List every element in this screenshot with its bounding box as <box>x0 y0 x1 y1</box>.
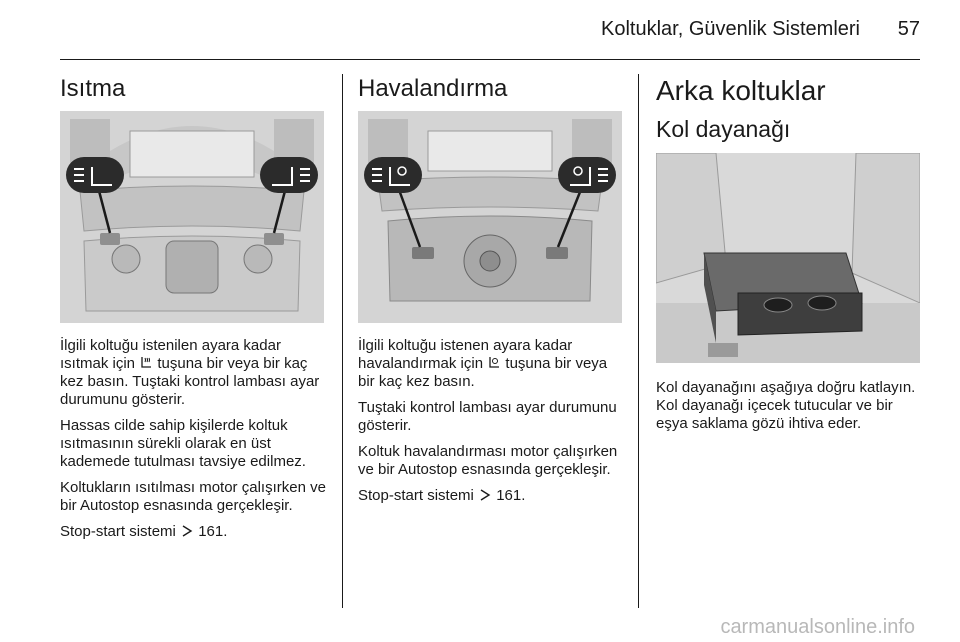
ventilation-stop-start-ref: Stop-start sistemi 161. <box>358 487 526 504</box>
header-rule <box>60 59 920 60</box>
footer-watermark: carmanualsonline.info <box>720 616 915 638</box>
heating-paragraph: İlgili koltuğu istenilen ayara kadar ısıtmak için tuşuna bir veya bir kaç kez basın. Tuştaki kontrol lambası ayar durumunu gösterir. <box>60 337 320 408</box>
column-divider <box>638 74 639 608</box>
page-number: 57 <box>897 18 920 40</box>
heating-paragraph: Koltukların ısıtılması motor çalışırken ve bir Autostop esnasında gerçekleşir. <box>60 479 326 514</box>
seat-heat-icon <box>139 356 153 370</box>
section-heading-ventilation: Havalandırma <box>358 75 508 102</box>
armrest-figure <box>656 153 920 363</box>
page-header-title: Koltuklar, Güvenlik Sistemleri <box>601 18 860 40</box>
ventilation-paragraph: Tuştaki kontrol lambası ayar durumunu gösterir. <box>358 399 617 434</box>
heating-controls-figure <box>60 111 324 323</box>
ventilation-paragraph: İlgili koltuğu istenen ayara kadar havalandırmak için tuşuna bir veya bir kaç kez basın. <box>358 337 608 390</box>
page-ref-icon <box>180 524 194 538</box>
section-heading-heating: Isıtma <box>60 75 126 102</box>
column-divider <box>342 74 343 608</box>
page-ref-icon <box>478 488 492 502</box>
heating-paragraph: Hassas cilde sahip kişilerde koltuk ısıtmasının sürekli olarak en üst kademede tutulması tavsiye edilmez. <box>60 417 306 470</box>
column-heating <box>60 74 326 549</box>
heating-stop-start-ref: Stop-start sistemi 161. <box>60 523 228 540</box>
seat-vent-icon <box>487 356 501 370</box>
column-ventilation <box>358 74 624 513</box>
section-heading-rear-seats: Arka koltuklar <box>656 75 826 106</box>
column-rear-seats <box>656 74 920 441</box>
subsection-heading-armrest: Kol dayanağı <box>656 116 791 142</box>
armrest-paragraph: Kol dayanağını aşağıya doğru katlayın. Kol dayanağı içecek tutucular ve bir eşya saklama gözü ihtiva eder. <box>656 379 916 432</box>
ventilation-paragraph: Koltuk havalandırması motor çalışırken ve bir Autostop esnasında gerçekleşir. <box>358 443 618 478</box>
ventilation-controls-figure <box>358 111 622 323</box>
